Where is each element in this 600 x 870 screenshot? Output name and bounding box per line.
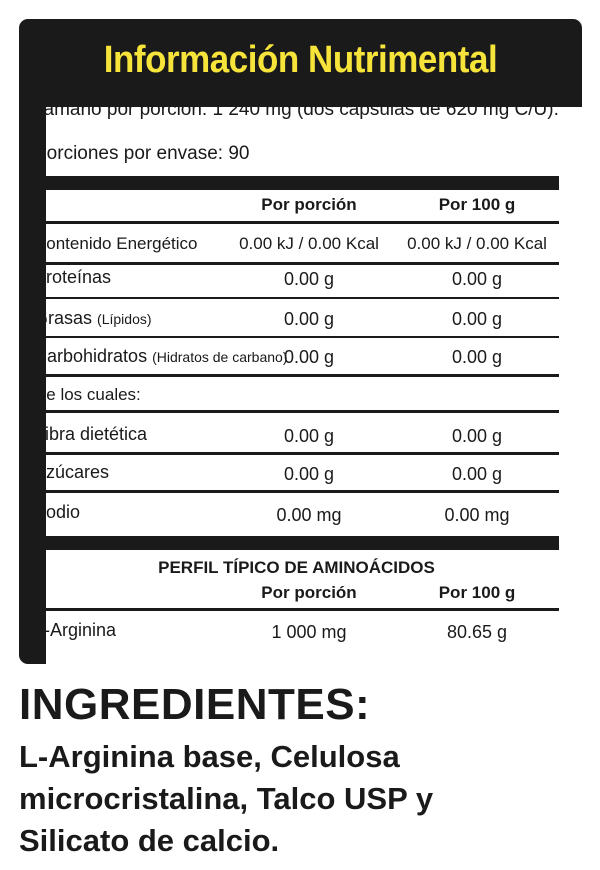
ingredients-line: L-Arginina base, Celulosa	[19, 739, 400, 774]
row-divider	[34, 374, 559, 377]
ingredients-list	[19, 736, 589, 862]
col-header-per-100g: Por 100 g	[438, 195, 516, 214]
row-carbs-per-100g: 0.00 g	[451, 347, 503, 367]
row-divider	[34, 490, 559, 493]
thick-divider	[34, 536, 559, 550]
row-divider	[34, 336, 559, 338]
nutrition-title: Información Nutrimental	[103, 39, 498, 81]
amino-profile-title: PERFIL TÍPICO DE AMINOÁCIDOS	[158, 558, 435, 577]
thick-divider	[34, 176, 559, 190]
row-divider	[34, 221, 559, 224]
amino-row-name: L-Arginina	[34, 620, 117, 640]
row-name-energy: Contenido Energético	[34, 234, 198, 253]
amino-row-per-100g: 80.65 g	[446, 622, 508, 642]
ingredients-line: microcristalina, Talco USP y	[19, 781, 434, 816]
row-energy-per-serving: 0.00 kJ / 0.00 Kcal	[239, 234, 379, 253]
row-fiber-per-serving: 0.00 g	[283, 426, 335, 446]
row-fats-label: Grasas	[34, 308, 93, 328]
row-sodium-per-serving: 0.00 mg	[276, 505, 342, 525]
row-fiber-per-100g: 0.00 g	[451, 426, 503, 446]
row-divider	[34, 452, 559, 455]
ingredients-heading: INGREDIENTES:	[19, 680, 371, 729]
row-divider	[34, 410, 559, 413]
row-fats-per-100g: 0.00 g	[451, 309, 503, 329]
row-sugars-per-100g: 0.00 g	[451, 464, 503, 484]
serving-size: Tamaño por porción: 1 240 mg (dos cápsulas de 620 mg C/U).	[34, 99, 559, 120]
ingredients-line: Silicato de calcio.	[19, 823, 280, 858]
row-name-of-which: De los cuales:	[34, 385, 141, 404]
row-sugars-per-serving: 0.00 g	[283, 464, 335, 484]
col-header-per-serving: Por porción	[261, 195, 357, 214]
row-name-sugars: Azúcares	[34, 462, 110, 482]
row-proteins-per-serving: 0.00 g	[283, 269, 335, 289]
row-energy-per-100g: 0.00 kJ / 0.00 Kcal	[407, 234, 547, 253]
row-name-sodium: Sodio	[34, 502, 81, 522]
row-name-fats	[34, 308, 152, 329]
row-carbs-note: (Hidratos de carbano)	[152, 349, 288, 365]
amino-col-per-serving: Por porción	[261, 583, 357, 602]
row-fats-note: (Lípidos)	[97, 311, 152, 327]
row-carbs-label: Carbohidratos	[34, 346, 148, 366]
row-carbs-per-serving: 0.00 g	[283, 347, 335, 367]
amino-col-per-100g: Por 100 g	[438, 583, 516, 602]
row-name-proteins: Proteínas	[34, 267, 112, 287]
row-sodium-per-100g: 0.00 mg	[444, 505, 510, 525]
amino-row-per-serving: 1 000 mg	[271, 622, 347, 642]
servings-per-container: Porciones por envase: 90	[34, 143, 250, 164]
row-fats-per-serving: 0.00 g	[283, 309, 335, 329]
row-name-fiber: Fibra dietética	[34, 424, 148, 444]
row-proteins-per-100g: 0.00 g	[451, 269, 503, 289]
row-divider	[34, 297, 559, 299]
row-divider	[34, 608, 559, 611]
row-divider	[34, 262, 559, 265]
